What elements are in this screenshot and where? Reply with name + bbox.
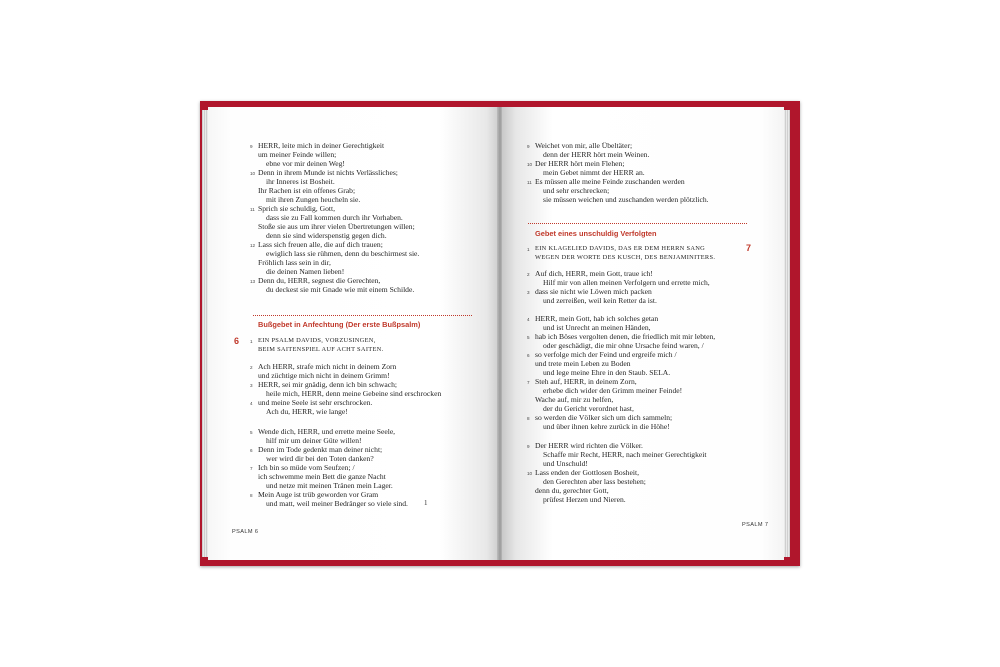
verse-number: 7 xyxy=(250,466,253,471)
verse-line: hab ich Böses vergolten denen, die friedlich mit mir lebten, xyxy=(535,332,716,341)
page-folio: PSALM 6 xyxy=(232,529,259,535)
section-heading: Gebet eines unschuldig Verfolgten xyxy=(535,229,657,238)
verse-number: 9 xyxy=(527,444,530,449)
verse-number: 10 xyxy=(527,471,533,476)
verse-line: oder geschädigt, die mir ohne Ursache feind waren, / xyxy=(543,341,704,350)
verse-line: dass sie zu Fall kommen durch ihr Vorhaben. xyxy=(266,213,403,222)
verse-number: 4 xyxy=(250,401,253,406)
verse-line: die deinen Namen lieben! xyxy=(266,267,345,276)
verse-line: ihr Inneres ist Bosheit. xyxy=(266,177,335,186)
verse-line: Fröhlich lass sein in dir, xyxy=(258,258,331,267)
verse-line: ewiglich lass sie rühmen, denn du beschirmest sie. xyxy=(266,249,420,258)
verse-line: Ach du, HERR, wie lange! xyxy=(266,407,348,416)
verse-line: ebne vor mir deinen Weg! xyxy=(266,159,345,168)
verse-line: Denn du, HERR, segnest die Gerechten, xyxy=(258,276,381,285)
verse-line: Lass enden der Gottlosen Bosheit, xyxy=(535,468,639,477)
verse-number: 12 xyxy=(250,243,256,248)
verse-line: und matt, weil meiner Bedränger so viele sind. xyxy=(266,499,408,508)
verse-line: Wache auf, mir zu helfen, xyxy=(535,395,614,404)
verse-line: Sprich sie schuldig, Gott, xyxy=(258,204,335,213)
verse-line: um meiner Feinde willen; xyxy=(258,150,337,159)
right-page xyxy=(502,107,784,560)
verse-line: dass sie nicht wie Löwen mich packen xyxy=(535,287,652,296)
verse-line: Lass sich freuen alle, die auf dich trauen; xyxy=(258,240,383,249)
verse-line: ich schwemme mein Bett die ganze Nacht xyxy=(258,472,386,481)
verse-line: und über ihnen kehre zurück in die Höhe! xyxy=(543,422,670,431)
verse-line: und Unschuld! xyxy=(543,459,588,468)
verse-line: mein Gebet nimmt der HERR an. xyxy=(543,168,645,177)
verse-number: 10 xyxy=(250,171,256,176)
verse-line: Ihr Rachen ist ein offenes Grab; xyxy=(258,186,356,195)
verse-number: 8 xyxy=(527,416,530,421)
section-divider xyxy=(528,223,747,224)
verse-line: prüfest Herzen und Nieren. xyxy=(543,495,626,504)
verse-number: 13 xyxy=(250,279,256,284)
verse-line: Wende dich, HERR, und errette meine Seele, xyxy=(258,427,396,436)
verse-number: 3 xyxy=(527,290,530,295)
verse-line: Weichet von mir, alle Übeltäter; xyxy=(535,141,633,150)
verse-line: Stoße sie aus um ihrer vielen Übertretungen willen; xyxy=(258,222,415,231)
verse-line: denn der HERR hört mein Weinen. xyxy=(543,150,650,159)
verse-line: wer wird dir bei den Toten danken? xyxy=(266,454,374,463)
verse-number: 8 xyxy=(250,493,253,498)
verse-line: und ist Unrecht an meinen Händen, xyxy=(543,323,651,332)
section-heading: Bußgebet in Anfechtung (Der erste Bußpsalm) xyxy=(258,320,421,329)
verse-number: 5 xyxy=(527,335,530,340)
verse-number: 2 xyxy=(527,272,530,277)
verse-line: denn du, gerechter Gott, xyxy=(535,486,609,495)
verse-line: HERR, leite mich in deiner Gerechtigkeit xyxy=(258,141,385,150)
verse-line: sie müssen weichen und zuschanden werden plötzlich. xyxy=(543,195,709,204)
verse-number: 1 xyxy=(250,339,253,344)
verse-line: Mein Auge ist trüb geworden vor Gram xyxy=(258,490,379,499)
verse-number: 1 xyxy=(527,247,530,252)
verse-line: Denn im Tode gedenkt man deiner nicht; xyxy=(258,445,383,454)
verse-line: mit ihren Zungen heucheln sie. xyxy=(266,195,361,204)
verse-line: den Gerechten aber lass bestehen; xyxy=(543,477,646,486)
verse-line: hilf mir um deiner Güte willen! xyxy=(266,436,362,445)
verse-line: HERR, sei mir gnädig, denn ich bin schwach; xyxy=(258,380,397,389)
verse-line: und netze mit meinen Tränen mein Lager. xyxy=(266,481,393,490)
left-page xyxy=(208,107,498,560)
superscription-line: EIN PSALM DAVIDS, VORZUSINGEN, xyxy=(258,337,376,344)
verse-line: Der HERR wird richten die Völker. xyxy=(535,441,643,450)
verse-line: Schaffe mir Recht, HERR, nach meiner Gerechtigkeit xyxy=(543,450,707,459)
verse-number: 11 xyxy=(527,180,532,185)
verse-number: 7 xyxy=(527,380,530,385)
verse-number: 4 xyxy=(527,317,530,322)
superscription-line: EIN KLAGELIED DAVIDS, DAS ER DEM HERRN SANG xyxy=(535,245,706,252)
section-divider xyxy=(253,315,472,316)
verse-line: der du Gericht verordnet hast, xyxy=(543,404,634,413)
verse-line: Ich bin so müde vom Seufzen; / xyxy=(258,463,355,472)
verse-line: Denn in ihrem Munde ist nichts Verlässliches; xyxy=(258,168,398,177)
verse-number: 9 xyxy=(527,144,530,149)
verse-number: 6 xyxy=(527,353,530,358)
verse-line: Es müssen alle meine Feinde zuschanden werden xyxy=(535,177,685,186)
psalm-number: 7 xyxy=(746,243,752,253)
verse-line: Der HERR hört mein Flehen; xyxy=(535,159,625,168)
verse-number: 2 xyxy=(250,365,253,370)
verse-line: und meine Seele ist sehr erschrocken. xyxy=(258,398,373,407)
verse-line: und sehr erschrecken; xyxy=(543,186,610,195)
verse-line: und lege meine Ehre in den Staub. SELA. xyxy=(543,368,671,377)
margin-mark: 1 xyxy=(424,499,428,507)
verse-number: 3 xyxy=(250,383,253,388)
verse-number: 11 xyxy=(250,207,255,212)
verse-line: und zerreißen, weil kein Retter da ist. xyxy=(543,296,657,305)
verse-number: 10 xyxy=(527,162,533,167)
verse-line: und züchtige mich nicht in deinem Grimm! xyxy=(258,371,390,380)
verse-line: Steh auf, HERR, in deinem Zorn, xyxy=(535,377,637,386)
verse-line: HERR, mein Gott, hab ich solches getan xyxy=(535,314,659,323)
verse-line: und trete mein Leben zu Boden xyxy=(535,359,631,368)
verse-line: du deckest sie mit Gnade wie mit einem Schilde. xyxy=(266,285,415,294)
verse-number: 9 xyxy=(250,144,253,149)
verse-line: denn sie sind widerspenstig gegen dich. xyxy=(266,231,387,240)
verse-line: so verfolge mich der Feind und ergreife mich / xyxy=(535,350,677,359)
right-page-edges xyxy=(784,110,790,557)
verse-line: Hilf mir von allen meinen Verfolgern und errette mich, xyxy=(543,278,710,287)
superscription-line: WEGEN DER WORTE DES KUSCH, DES BENJAMINITERS. xyxy=(535,254,716,261)
verse-line: erhebe dich wider den Grimm meiner Feinde! xyxy=(543,386,683,395)
verse-line: heile mich, HERR, denn meine Gebeine sind erschrocken xyxy=(266,389,442,398)
page-folio: PSALM 7 xyxy=(742,522,769,528)
verse-line: Ach HERR, strafe mich nicht in deinem Zorn xyxy=(258,362,397,371)
verse-number: 5 xyxy=(250,430,253,435)
verse-line: Auf dich, HERR, mein Gott, traue ich! xyxy=(535,269,653,278)
verse-line: so werden die Völker sich um dich sammeln; xyxy=(535,413,673,422)
psalm-number: 6 xyxy=(234,336,240,346)
superscription-line: BEIM SAITENSPIEL AUF ACHT SAITEN. xyxy=(258,346,384,353)
verse-number: 6 xyxy=(250,448,253,453)
